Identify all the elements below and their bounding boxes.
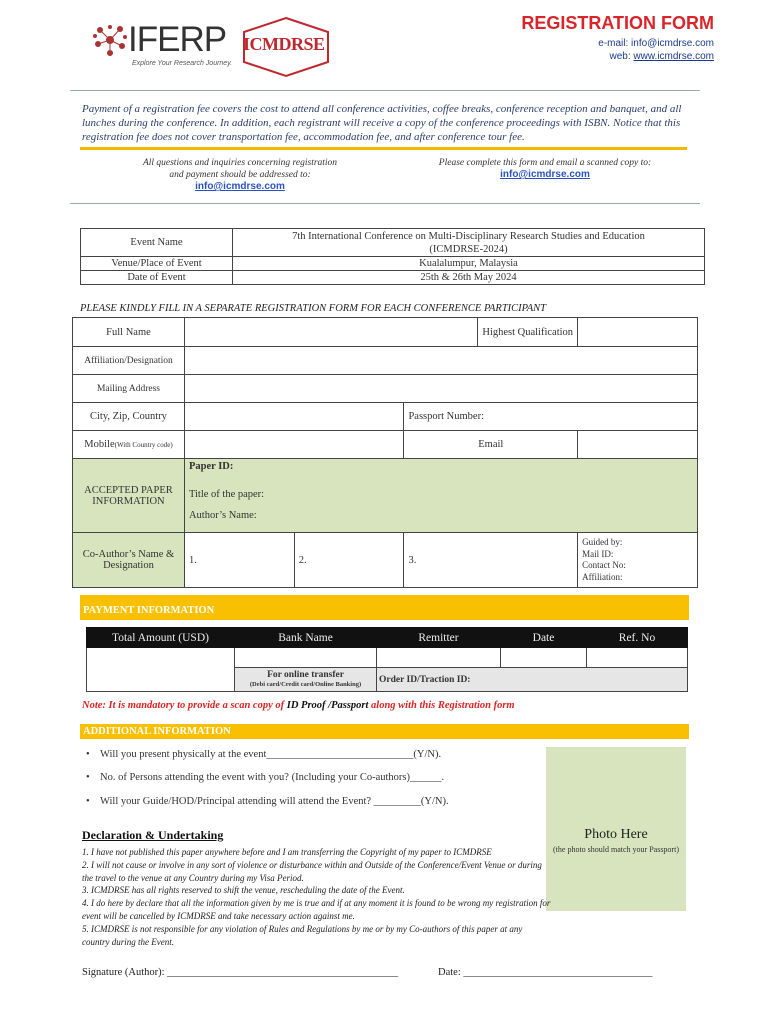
- date-field[interactable]: [501, 648, 587, 668]
- email-label: Email: [404, 431, 578, 459]
- mobile-label: [73, 431, 185, 459]
- amount-field[interactable]: [87, 648, 235, 692]
- mail-id-label: Mail ID:: [582, 548, 614, 559]
- header-contact: [598, 37, 714, 63]
- note-prefix: Note: It is mandatory to provide a scan copy of: [82, 700, 287, 711]
- question-3-text: Will your Guide/HOD/Principal attending will attend the Event? _________(Y/N).: [100, 796, 449, 807]
- bullet: •: [86, 796, 90, 807]
- author-signature-line[interactable]: Signature (Author): ____________________________________________: [82, 967, 399, 978]
- declaration-item: 1. I have not published this paper anywhere before and I am transferring the Copyright of my paper to ICMDRSE: [82, 847, 492, 857]
- web-link[interactable]: www.icmdrse.com: [633, 51, 714, 62]
- contact-left: [120, 157, 360, 193]
- accepted-paper-label: [73, 459, 185, 533]
- declaration-list: [82, 846, 552, 948]
- additional-heading: ADDITIONAL INFORMATION: [83, 726, 231, 737]
- event-name-line2: (ICMDRSE-2024): [429, 243, 508, 255]
- event-name-value: [233, 229, 705, 257]
- guided-by-label: Guided by:: [582, 537, 623, 547]
- email-field[interactable]: [578, 431, 698, 459]
- coauthor-label: [73, 533, 185, 588]
- declaration-heading: Declaration & Undertaking: [82, 828, 224, 842]
- paper-id-label: Paper ID:: [188, 461, 234, 472]
- note-bold: ID Proof /Passport: [286, 700, 369, 711]
- order-id-field[interactable]: Order ID/Traction ID:: [377, 668, 688, 692]
- paper-title-label: Title of the paper:: [188, 489, 265, 500]
- participant-form: [72, 317, 698, 588]
- coauthor-label-1: Co-Author’s Name &: [82, 549, 175, 560]
- online-transfer-sub: (Debi card/Credit card/Online Banking): [249, 680, 362, 688]
- ref-field[interactable]: [587, 648, 688, 668]
- icmdrse-logo: [238, 16, 334, 78]
- contact-right-line1: Please complete this form and email a scanned copy to:: [438, 158, 652, 168]
- declaration-item: 4. I do here by declare that all the information given by me is true and if at any moment it is found to be wrong my registration for event will be cancelled by ICMDRSE and take necessary action against me.: [82, 898, 551, 921]
- accepted-paper-label-1: ACCEPTED PAPER: [84, 484, 173, 496]
- bank-field[interactable]: [235, 648, 377, 668]
- mobile-text: Mobile: [84, 439, 115, 450]
- intro-text: Payment of a registration fee covers the cost to attend all conference activities, coffee breaks, conference reception and banquet, and all lunches during the conference. In addition, each registrant will receive a copy of the conference proceedings with ISBN. Notice that this registration fee does not cover transportation fee, accommodation fee, and after conference tour fee.: [82, 103, 682, 143]
- date-label: Date of Event: [81, 271, 233, 285]
- coauthor-3-field[interactable]: 3.: [404, 533, 578, 588]
- photo-title: Photo Here: [584, 827, 648, 842]
- event-name-line1: 7th International Conference on Multi-Disciplinary Research Studies and Education: [292, 230, 645, 242]
- question-2-text: No. of Persons attending the event with you? (Including your Co-authors)______.: [100, 772, 445, 783]
- city-label: City, Zip, Country: [73, 403, 185, 431]
- iferp-logo: [92, 18, 233, 70]
- form-title: REGISTRATION FORM: [521, 13, 714, 33]
- online-transfer-label: For online transfer: [267, 669, 344, 680]
- date-value: 25th & 26th May 2024: [233, 271, 705, 285]
- contact-no-label: Contact No:: [582, 560, 626, 570]
- declaration-item: 2. I will not cause or involve in any sort of violence or disturbance within and Outside of the Conference/Event Venue or during the travel to the venue at any Country during my Visa Period.: [82, 859, 542, 883]
- payment-heading: PAYMENT INFORMATION: [83, 605, 215, 616]
- question-2: [86, 772, 444, 783]
- mobile-note: (With Country code): [114, 441, 173, 449]
- full-name-field[interactable]: [184, 318, 477, 347]
- mailing-address-label: Mailing Address: [73, 375, 185, 403]
- passport-field[interactable]: [404, 403, 698, 431]
- declaration-item: 5. ICMDRSE is not responsible for any violation of Rules and Regulations by me or by my Co-authors of this paper at any country during the Event.: [82, 923, 523, 947]
- mandatory-note: [82, 700, 515, 711]
- mobile-field[interactable]: [184, 431, 404, 459]
- additional-band: [80, 724, 689, 739]
- pay-header-ref: Ref. No: [587, 628, 688, 648]
- header-web: [598, 50, 714, 63]
- declaration-item: 3. ICMDRSE has all rights reserved to shift the venue, rescheduling the date of the Event.: [82, 885, 405, 896]
- venue-value: Kualalumpur, Malaysia: [233, 257, 705, 271]
- guide-affiliation-label: Affiliation:: [582, 571, 623, 582]
- passport-label: Passport Number:: [408, 411, 484, 422]
- event-table: [80, 228, 705, 285]
- iferp-tagline: Explore Your Research Journey.: [132, 60, 233, 67]
- contact-left-email[interactable]: info@icmdrse.com: [195, 181, 285, 192]
- online-transfer-cell: [235, 668, 377, 692]
- guide-info-field[interactable]: [578, 533, 698, 588]
- highest-qualification-field[interactable]: [578, 318, 698, 347]
- city-field[interactable]: [184, 403, 404, 431]
- icmdrse-logo-text: ICMDRSE: [243, 34, 325, 54]
- molecule-icon: [92, 22, 128, 58]
- web-prefix: web:: [609, 51, 634, 62]
- contact-right-email[interactable]: info@icmdrse.com: [500, 169, 590, 180]
- payment-table: [86, 627, 688, 692]
- note-suffix: along with this Registration form: [368, 700, 515, 711]
- pay-header-bank: Bank Name: [235, 628, 377, 648]
- affiliation-label: Affiliation/Designation: [73, 347, 185, 375]
- bullet: •: [86, 772, 90, 783]
- photo-note: (the photo should match your Passport): [553, 845, 679, 854]
- divider: [70, 90, 700, 91]
- contact-left-line2: and payment should be addressed to:: [169, 170, 311, 180]
- contact-left-line1: All questions and inquiries concerning registration: [142, 158, 338, 168]
- mailing-address-field[interactable]: [184, 375, 697, 403]
- pay-header-amount: Total Amount (USD): [87, 628, 235, 648]
- payment-band: [80, 595, 689, 620]
- question-3: [86, 796, 449, 807]
- question-1: [86, 749, 441, 760]
- separate-form-note: PLEASE KINDLY FILL IN A SEPARATE REGISTRATION FORM FOR EACH CONFERENCE PARTICIPANT: [80, 303, 546, 314]
- pay-header-remitter: Remitter: [377, 628, 501, 648]
- bullet: •: [86, 749, 90, 760]
- venue-label: Venue/Place of Event: [81, 257, 233, 271]
- coauthor-2-field[interactable]: 2.: [294, 533, 404, 588]
- divider-gold: [80, 147, 687, 150]
- affiliation-field[interactable]: [184, 347, 697, 375]
- full-name-label: Full Name: [73, 318, 185, 347]
- contact-right: [410, 157, 680, 181]
- highest-qualification-label: Highest Qualification: [478, 318, 578, 347]
- accepted-paper-label-2: INFORMATION: [92, 495, 165, 507]
- authors-name-label: Author’s Name:: [188, 510, 257, 521]
- iferp-logo-text: IFERP: [128, 20, 227, 59]
- header-email: e-mail: info@icmdrse.com: [598, 38, 714, 49]
- question-1-text: Will you present physically at the event____________________________(Y/N).: [100, 749, 442, 760]
- coauthor-1-field[interactable]: 1.: [184, 533, 294, 588]
- signature-date-line[interactable]: Date: ____________________________________: [438, 967, 653, 978]
- coauthor-label-2: Designation: [103, 560, 154, 571]
- remitter-field[interactable]: [377, 648, 501, 668]
- pay-header-date: Date: [501, 628, 587, 648]
- photo-box[interactable]: [546, 747, 686, 911]
- paper-info-field[interactable]: [184, 459, 697, 533]
- divider: [70, 203, 700, 204]
- event-name-label: Event Name: [81, 229, 233, 257]
